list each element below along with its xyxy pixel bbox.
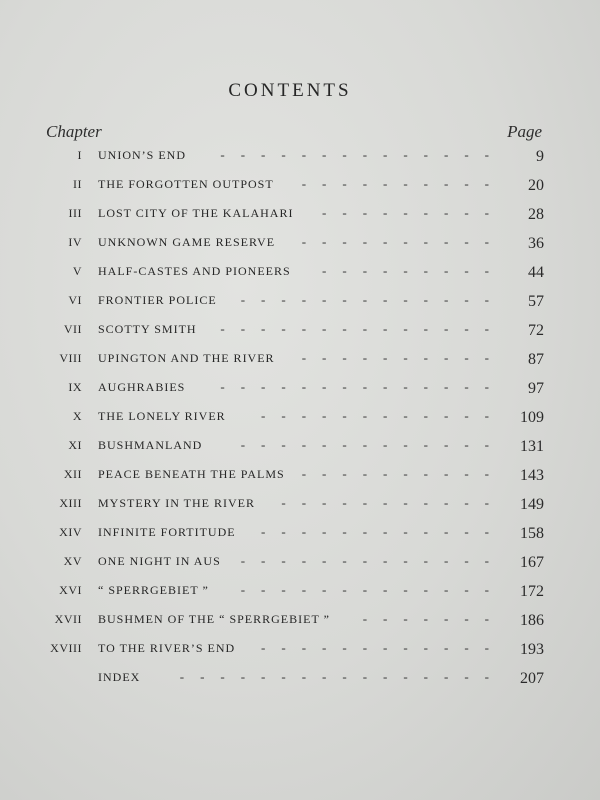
dot-leader: ------------ (261, 524, 505, 539)
chapter-number: XVI (59, 583, 82, 597)
page-number: 36 (528, 235, 544, 252)
dot-leader: -------------- (220, 147, 505, 162)
page-column-header: Page (507, 122, 542, 141)
toc-entry (0, 314, 600, 343)
toc-entry (0, 169, 600, 198)
page-number: 87 (528, 351, 544, 368)
chapter-number: IX (68, 380, 82, 394)
dot-leader: ------------- (240, 553, 505, 568)
page-number: 9 (536, 148, 544, 165)
toc-entry (0, 198, 600, 227)
page-number: 207 (520, 670, 544, 687)
chapter-title: MYSTERY IN THE RIVER (98, 496, 256, 510)
chapter-number: X (72, 409, 82, 423)
chapter-title: TO THE RIVER’S END (98, 641, 236, 655)
chapter-title: PEACE BENEATH THE PALMS (98, 467, 285, 481)
toc-entry (0, 546, 600, 575)
page-number: 97 (528, 380, 544, 397)
chapter-title: BUSHMEN OF THE “ SPERRGEBIET ” (98, 612, 330, 626)
chapter-number: III (68, 206, 82, 220)
toc-entry (0, 575, 600, 604)
page-number: 193 (520, 641, 544, 658)
toc-entry (0, 604, 600, 633)
chapter-number: II (73, 177, 82, 191)
toc-entry (0, 633, 600, 662)
page-number: 167 (520, 554, 544, 571)
table-of-contents (0, 140, 600, 691)
chapter-number: XIII (59, 496, 82, 510)
page-number: 44 (528, 264, 544, 281)
dot-leader: ------------- (240, 292, 505, 307)
chapter-number: I (77, 148, 82, 162)
page-number: 186 (520, 612, 544, 629)
chapter-number: XVIII (50, 641, 82, 655)
page-number: 143 (520, 467, 544, 484)
chapter-title: UNKNOWN GAME RESERVE (98, 235, 276, 249)
toc-entry (0, 343, 600, 372)
page-number: 28 (528, 206, 544, 223)
chapter-title: INDEX (98, 670, 141, 684)
dot-leader: ---------- (301, 466, 505, 481)
chapter-title: FRONTIER POLICE (98, 293, 217, 307)
toc-entry (0, 401, 600, 430)
dot-leader: ---------- (301, 234, 505, 249)
chapter-title: “ SPERRGEBIET ” (98, 583, 209, 597)
chapter-number: V (72, 264, 82, 278)
toc-entry (0, 372, 600, 401)
toc-entry (0, 256, 600, 285)
dot-leader: ---------- (301, 176, 505, 191)
dot-leader: -------------- (220, 321, 505, 336)
dot-leader: ------------- (240, 437, 505, 452)
toc-entry (0, 285, 600, 314)
chapter-title: SCOTTY SMITH (98, 322, 197, 336)
chapter-number: IV (68, 235, 82, 249)
chapter-number: XIV (59, 525, 82, 539)
chapter-title: AUGHRABIES (98, 380, 186, 394)
dot-leader: -------------- (220, 379, 505, 394)
dot-leader: --------- (322, 263, 505, 278)
chapter-title: THE LONELY RIVER (98, 409, 226, 423)
page-number: 20 (528, 177, 544, 194)
chapter-title: THE FORGOTTEN OUTPOST (98, 177, 274, 191)
page-number: 72 (528, 322, 544, 339)
page-number: 172 (520, 583, 544, 600)
toc-entry (0, 430, 600, 459)
chapter-title: INFINITE FORTITUDE (98, 525, 236, 539)
chapter-number: XVII (54, 612, 82, 626)
chapter-title: BUSHMANLAND (98, 438, 203, 452)
chapter-column-header: Chapter (46, 122, 102, 141)
page-number: 149 (520, 496, 544, 513)
page-number: 131 (520, 438, 544, 455)
page-number: 109 (520, 409, 544, 426)
toc-entry (0, 517, 600, 546)
chapter-title: HALF-CASTES AND PIONEERS (98, 264, 291, 278)
toc-entry (0, 662, 600, 691)
toc-entry (0, 140, 600, 169)
page-number: 158 (520, 525, 544, 542)
dot-leader: ------------ (261, 640, 505, 655)
toc-entry (0, 488, 600, 517)
dot-leader: ------------- (240, 582, 505, 597)
chapter-title: UPINGTON AND THE RIVER (98, 351, 275, 365)
dot-leader: ---------------- (179, 669, 505, 684)
chapter-number: VII (63, 322, 82, 336)
chapter-number: XI (68, 438, 82, 452)
toc-entry (0, 459, 600, 488)
chapter-number: VIII (59, 351, 82, 365)
chapter-number: VI (68, 293, 82, 307)
dot-leader: ------- (362, 611, 505, 626)
chapter-title: LOST CITY OF THE KALAHARI (98, 206, 294, 220)
dot-leader: --------- (322, 205, 505, 220)
page-title: CONTENTS (228, 80, 352, 101)
dot-leader: ---------- (301, 350, 505, 365)
toc-entry (0, 227, 600, 256)
dot-leader: ------------ (261, 408, 505, 423)
chapter-number: XII (63, 467, 82, 481)
page-number: 57 (528, 293, 544, 310)
dot-leader: ----------- (281, 495, 505, 510)
chapter-title: UNION’S END (98, 148, 186, 162)
chapter-number: XV (63, 554, 82, 568)
chapter-title: ONE NIGHT IN AUS (98, 554, 221, 568)
